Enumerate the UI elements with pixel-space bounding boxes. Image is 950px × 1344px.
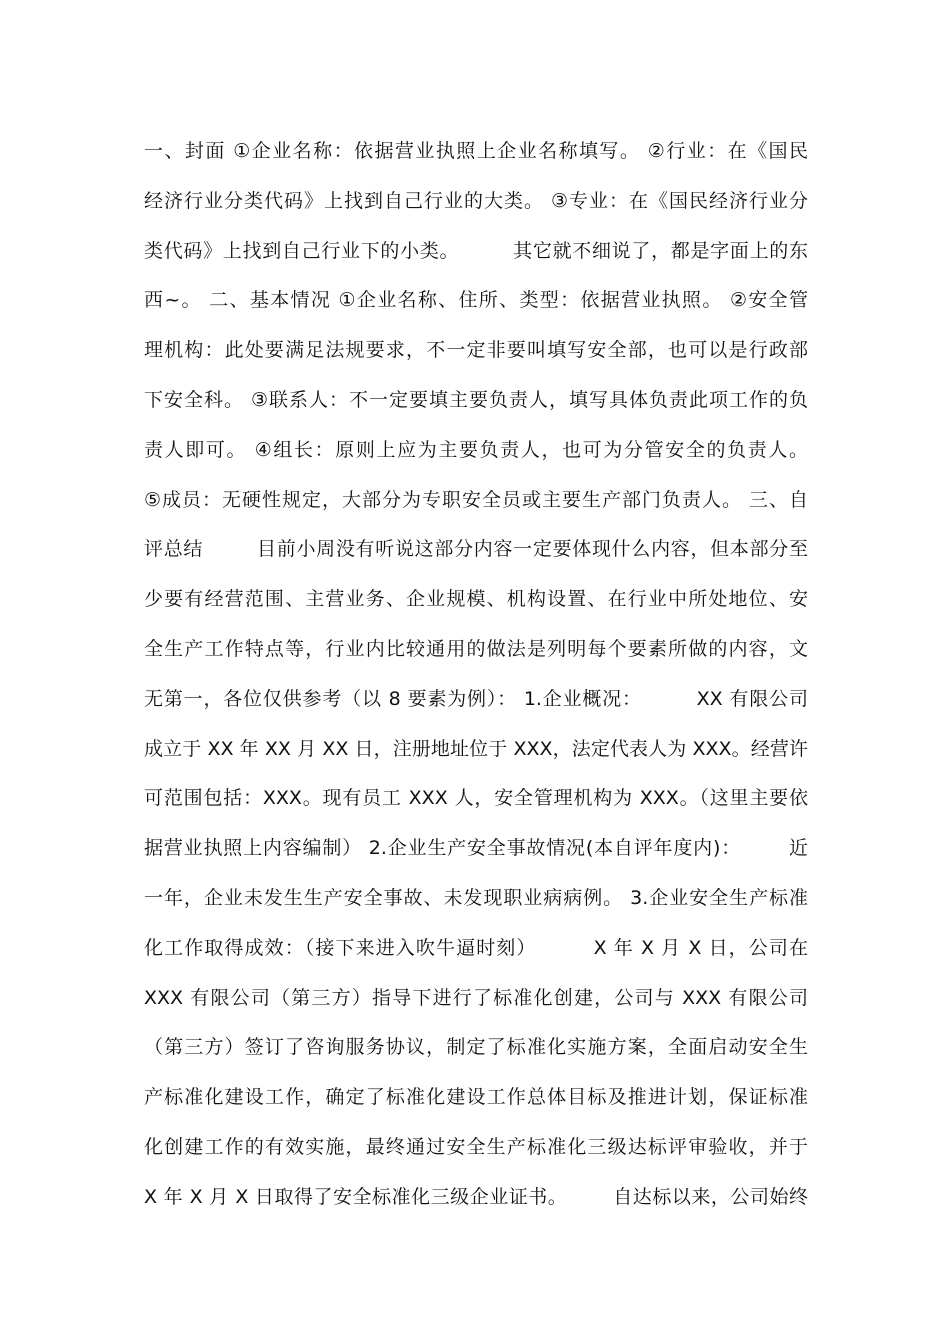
text-line: 可范围包括：XXX。现有员工 XXX 人，安全管理机构为 XXX。（这里主要依: [144, 787, 808, 810]
text-line: 无第一，各位仅供参考（以 8 要素为例）： 1.企业概况： XX 有限公司: [144, 687, 808, 710]
text-line: 西~。 二、基本情况 ①企业名称、住所、类型：依据营业执照。 ②安全管: [144, 289, 808, 312]
text-line: 少要有经营范围、主营业务、企业规模、机构设置、在行业中所处地位、安: [144, 588, 808, 611]
text-line: 责人即可。 ④组长：原则上应为主要负责人，也可为分管安全的负责人。: [144, 438, 808, 461]
document-body: [144, 131, 808, 1227]
text-line: （第三方）签订了咨询服务协议，制定了标准化实施方案，全面启动安全生: [144, 1036, 808, 1059]
text-line: ⑤成员：无硬性规定，大部分为专职安全员或主要生产部门负责人。 三、自: [144, 488, 808, 511]
text-line: 据营业执照上内容编制） 2.企业生产安全事故情况(本自评年度内)： 近: [144, 837, 808, 860]
text-line: 一年，企业未发生生产安全事故、未发现职业病病例。 3.企业安全生产标准: [144, 886, 808, 909]
text-line: 化创建工作的有效实施，最终通过安全生产标准化三级达标评审验收，并于: [144, 1135, 808, 1158]
text-line: 类代码》上找到自己行业下的小类。 其它就不细说了，都是字面上的东: [144, 239, 808, 262]
text-line: 一、封面 ①企业名称：依据营业执照上企业名称填写。 ②行业：在《国民: [144, 140, 808, 162]
text-line: 经济行业分类代码》上找到自己行业的大类。 ③专业：在《国民经济行业分: [144, 189, 808, 212]
text-line: 全生产工作特点等，行业内比较通用的做法是列明每个要素所做的内容，文: [144, 637, 808, 660]
text-line: X 年 X 月 X 日取得了安全标准化三级企业证书。 自达标以来，公司始终: [144, 1185, 808, 1208]
text-line: 评总结 目前小周没有听说这部分内容一定要体现什么内容，但本部分至: [144, 538, 808, 561]
text-line: 成立于 XX 年 XX 月 XX 日，注册地址位于 XXX，法定代表人为 XXX。经营许: [144, 737, 808, 760]
text-line: 理机构：此处要满足法规要求，不一定非要叫填写安全部，也可以是行政部: [144, 339, 808, 362]
text-line: 产标准化建设工作，确定了标准化建设工作总体目标及推进计划，保证标准: [144, 1086, 808, 1109]
text-line: 化工作取得成效：（接下来进入吹牛逼时刻） X 年 X 月 X 日，公司在: [144, 936, 808, 959]
text-line: 下安全科。 ③联系人：不一定要填主要负责人，填写具体负责此项工作的负: [144, 388, 808, 411]
text-line: XXX 有限公司（第三方）指导下进行了标准化创建，公司与 XXX 有限公司: [144, 986, 808, 1009]
